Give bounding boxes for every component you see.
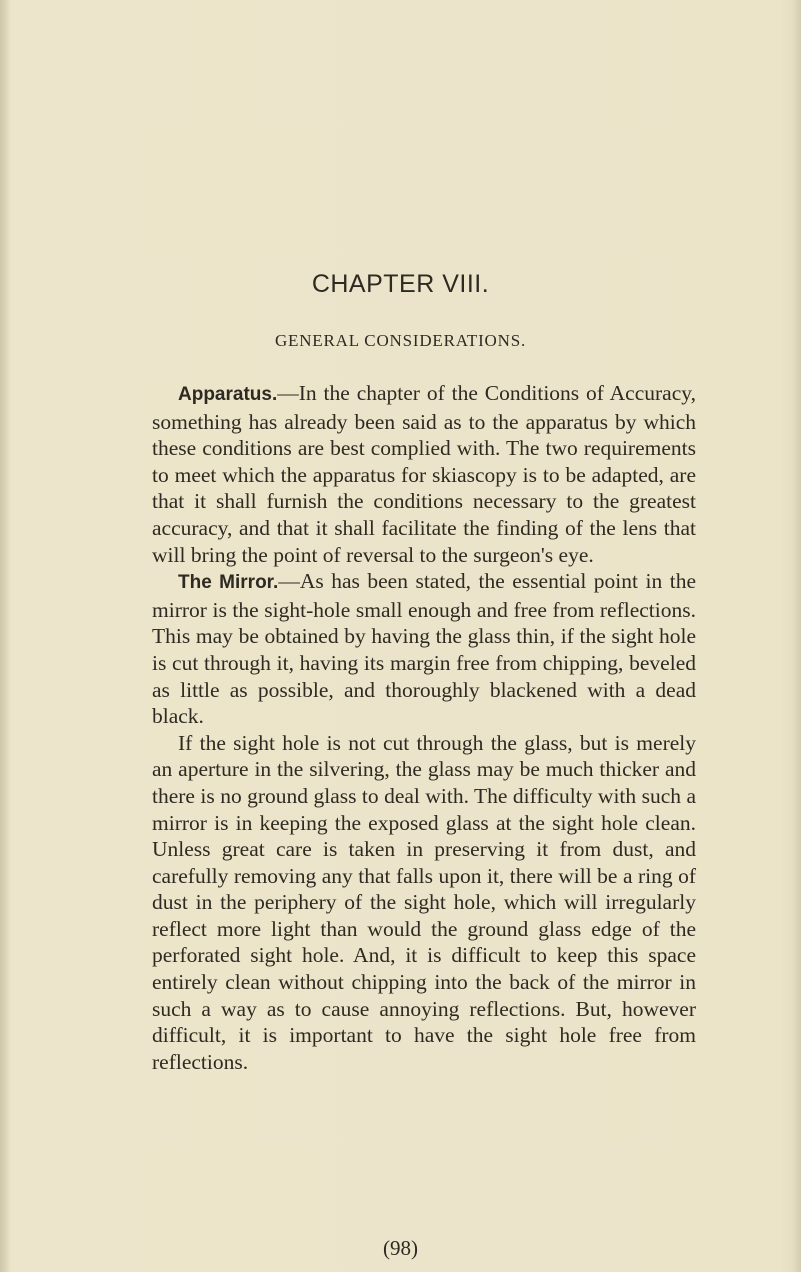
paragraph-heading: Apparatus. bbox=[178, 384, 278, 405]
paragraph-text: If the sight hole is not cut through the glass, but is merely an aperture in the silvering, the glass may be much thicker and there is no ground glass to deal with. The difficulty with such a mirror is in keeping the exposed glass at the sight hole clean. Unless great care is taken in preserving it from dust, and carefully removing any that falls upon it, there will be a ring of dust in the periphery of the sight hole, which will irregularly reflect more light than would the ground glass edge of the perforated sight hole. And, it is difficult to keep this space entirely clean without chipping into the back of the mirror in such a way as to cause annoying reflections. But, however difficult, it is important to have the sight hole free from reflections. bbox=[152, 730, 696, 1074]
paragraph-text: —In the chapter of the Conditions of Accuracy, something has already been said as to the apparatus by which these conditions are best complied with. The two requirements to meet which the apparatus for skiascopy is to be adapted, are that it shall furnish the conditions necessary to the greatest accuracy, and that it shall facilitate the finding of the lens that will bring the point of reversal to the surgeon's eye. bbox=[152, 381, 696, 567]
gutter-shadow bbox=[0, 0, 10, 1272]
paragraph-heading: The Mirror. bbox=[178, 572, 279, 594]
chapter-subtitle: GENERAL CONSIDERATIONS. bbox=[274, 331, 527, 350]
page-number: (98) bbox=[383, 1236, 418, 1260]
body-text bbox=[152, 380, 696, 1075]
paragraph-sight-hole bbox=[152, 730, 696, 1076]
page-edge bbox=[793, 0, 801, 1272]
paragraph-text: —As has been stated, the essential point in the mirror is the sight-hole small enough and free from reflections. This may be obtained by having the glass thin, if the sight hole is cut through it, having its margin free from chipping, beveled as little as possible, and thoroughly blackened with a dead black. bbox=[152, 569, 696, 729]
chapter-title: CHAPTER VIII. bbox=[311, 270, 490, 298]
paragraph-mirror bbox=[152, 568, 696, 730]
paragraph-apparatus bbox=[152, 380, 696, 568]
